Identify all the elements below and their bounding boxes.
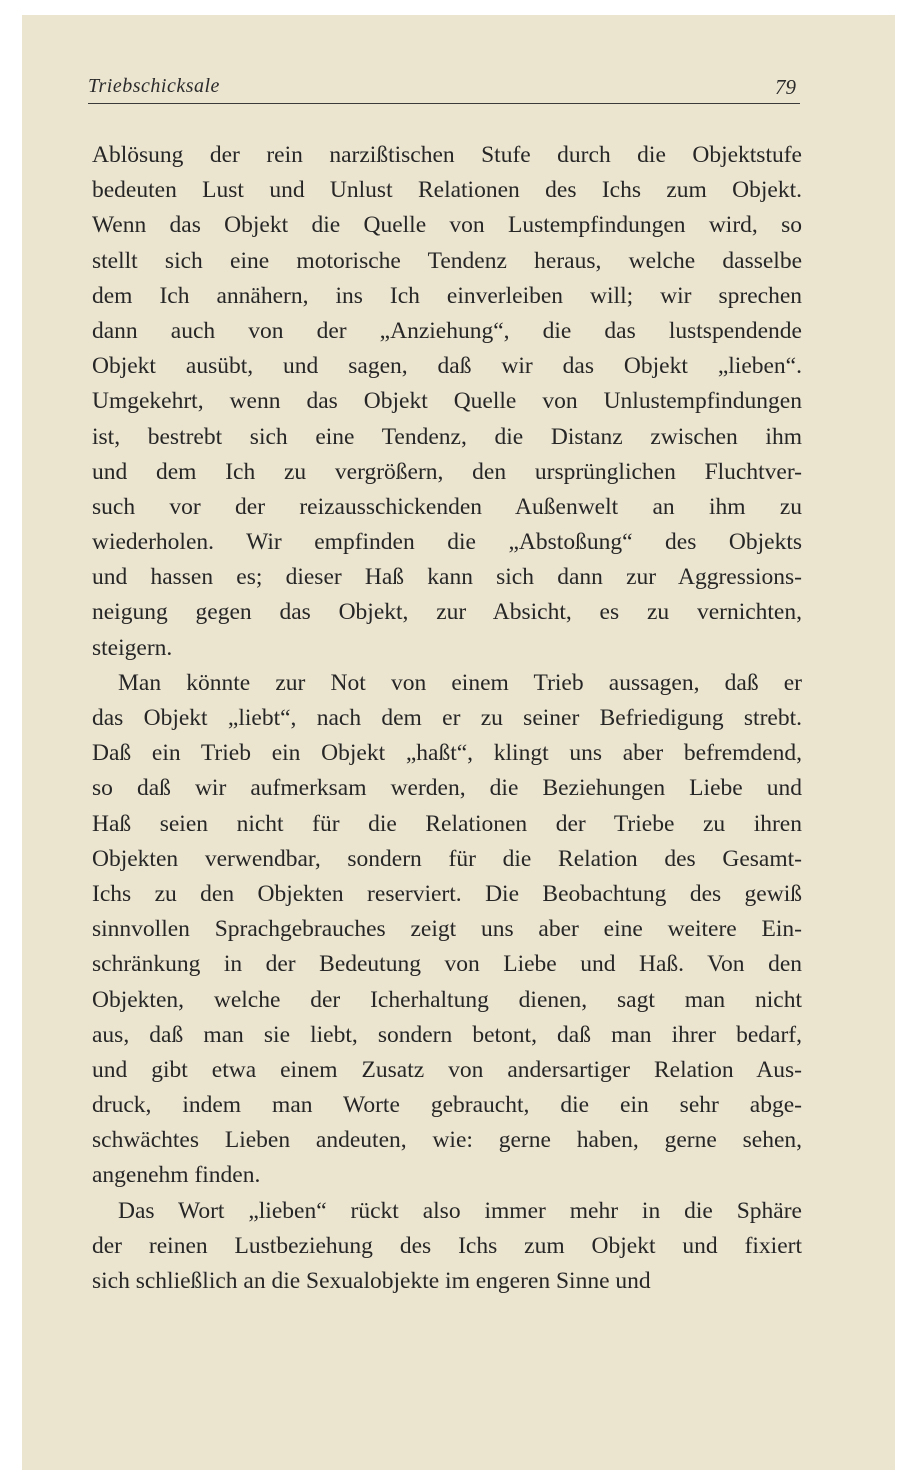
text-line: Haß seien nicht für die Relationen der Triebe zu ihren [92,810,802,837]
text-line: angenehm finden. [92,1162,261,1189]
text-line: Man könnte zur Not von einem Trieb aussagen, daß er [118,669,802,696]
text-line: Objekt ausübt, und sagen, daß wir das Objekt „lieben“. [92,353,802,380]
page-number: 79 [775,75,796,99]
text-line: Objekten verwendbar, sondern für die Relation des Gesamt- [92,845,802,872]
text-line: Daß ein Trieb ein Objekt „haßt“, klingt uns aber befremdend, [92,740,802,767]
text-line: steigern. [92,634,173,661]
paragraph [92,138,802,666]
text-line: aus, daß man sie liebt, sondern betont, daß man ihrer bedarf, [92,1021,802,1048]
text-line: sich schließlich an die Sexualobjekte im engeren Sinne und [92,1268,651,1294]
paragraph [92,666,802,1194]
text-line: und dem Ich zu vergrößern, den ursprünglichen Fluchtver- [92,458,802,485]
text-line: dann auch von der „Anziehung“, die das lustspendende [92,317,802,344]
body-text [92,138,802,1299]
text-line: druck, indem man Worte gebraucht, die ein sehr abge- [92,1092,802,1119]
book-page [22,15,895,1470]
text-line: und gibt etwa einem Zusatz von andersartiger Relation Aus- [92,1056,802,1083]
text-line: wiederholen. Wir empfinden die „Abstoßung“ des Objekts [92,529,802,556]
text-line: schränkung in der Bedeutung von Liebe und Haß. Von den [92,951,802,978]
running-title: Triebschicksale [88,75,220,97]
running-header [88,73,800,104]
text-line: Objekten, welche der Icherhaltung dienen, sagt man nicht [92,986,802,1013]
text-line: Ablösung der rein narzißtischen Stufe durch die Objektstufe [92,142,802,168]
text-line: das Objekt „liebt“, nach dem er zu seiner Befriedigung strebt. [92,705,802,731]
text-line: und hassen es; dieser Haß kann sich dann zur Aggressions- [92,564,802,591]
text-line: so daß wir aufmerksam werden, die Beziehungen Liebe und [92,775,802,802]
text-line: neigung gegen das Objekt, zur Absicht, es zu vernichten, [92,599,802,626]
text-line: sinnvollen Sprachgebrauches zeigt uns aber eine weitere Ein- [92,916,802,943]
text-line: schwächtes Lieben andeuten, wie: gerne haben, gerne sehen, [92,1127,802,1154]
text-line: such vor der reizausschickenden Außenwelt an ihm zu [92,493,802,520]
text-line: Das Wort „lieben“ rückt also immer mehr in die Sphäre [118,1197,802,1224]
text-line: Wenn das Objekt die Quelle von Lustempfindungen wird, so [92,212,802,239]
text-line: Umgekehrt, wenn das Objekt Quelle von Unlustempfindungen [92,388,802,415]
paragraph [92,1194,802,1300]
text-line: dem Ich annähern, ins Ich einverleiben will; wir sprechen [92,282,802,309]
text-line: stellt sich eine motorische Tendenz heraus, welche dasselbe [92,247,802,274]
text-line: ist, bestrebt sich eine Tendenz, die Distanz zwischen ihm [92,423,802,450]
text-line: der reinen Lustbeziehung des Ichs zum Objekt und fixiert [92,1232,802,1259]
text-line: Ichs zu den Objekten reserviert. Die Beobachtung des gewiß [92,880,802,907]
text-line: bedeuten Lust und Unlust Relationen des Ichs zum Objekt. [92,177,802,204]
